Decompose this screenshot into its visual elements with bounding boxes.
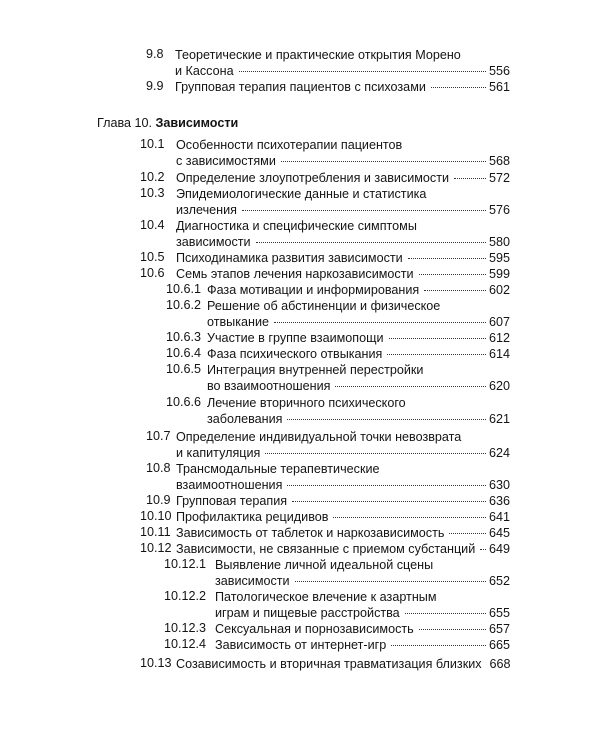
entry-title-line (207, 362, 510, 378)
entry-title-line (207, 378, 510, 394)
entry-number: 10.12.1 (164, 557, 207, 571)
entry-number: 9.9 (146, 79, 164, 93)
page-number: 655 (488, 606, 510, 620)
entry-title-text: Интеграция внутренней перестройки (207, 363, 424, 377)
page-number: 572 (488, 171, 510, 185)
entry-title-line (176, 137, 510, 153)
entry-title-text: Теоретические и практические открытия Морено (175, 48, 461, 62)
dot-leader (287, 485, 486, 486)
entry-number: 10.1 (140, 137, 165, 151)
entry-title-text: Зависимость от интернет-игр (215, 638, 387, 652)
page-number: 614 (488, 347, 510, 361)
page-number: 641 (488, 510, 510, 524)
entry-title-text: Групповая терапия (176, 494, 288, 508)
entry-number: 10.4 (140, 218, 165, 232)
entry-title (175, 79, 510, 95)
entry-title (215, 589, 510, 621)
entry-number: 10.6.1 (166, 282, 202, 296)
entry-title-line (175, 63, 510, 79)
dot-leader (424, 290, 486, 291)
page-number: 636 (488, 494, 510, 508)
entry-title (215, 621, 510, 637)
dot-leader (274, 322, 486, 323)
entry-title-line (215, 605, 510, 621)
page-number: 607 (488, 315, 510, 329)
entry-title-line (176, 266, 510, 282)
page-number: 645 (488, 526, 510, 540)
entry-title (176, 541, 510, 557)
dot-leader (480, 549, 486, 550)
entry-title-text: Зависимость от таблеток и наркозависимость (176, 526, 445, 540)
entry-title-line (176, 525, 510, 541)
entry-title-text: Созависимость и вторичная травматизация близких (176, 657, 482, 671)
entry-title-line (207, 395, 510, 411)
entry-number: 10.9 (146, 493, 171, 507)
page-number: 599 (488, 267, 510, 281)
entry-number: 10.12.2 (164, 589, 207, 603)
dot-leader (292, 501, 486, 502)
entry-title-line (175, 79, 510, 95)
entry-title-text: Профилактика рецидивов (176, 510, 329, 524)
dot-leader (387, 354, 486, 355)
entry-title-line (176, 234, 510, 250)
entry-title-text: взаимоотношения (176, 478, 283, 492)
entry-title (215, 637, 510, 653)
page-number: 668 (489, 657, 511, 671)
entry-number: 10.6.2 (166, 298, 202, 312)
entry-title-line (176, 656, 510, 672)
entry-number: 10.2 (140, 170, 165, 184)
entry-title (176, 656, 510, 672)
page-number: 580 (488, 235, 510, 249)
entry-title (207, 330, 510, 346)
dot-leader (242, 210, 486, 211)
entry-title-line (176, 461, 510, 477)
entry-title-line (176, 170, 510, 186)
entry-number: 10.6 (140, 266, 165, 280)
entry-number: 10.3 (140, 186, 165, 200)
entry-title-line (176, 202, 510, 218)
dot-leader (256, 242, 486, 243)
dot-leader (287, 419, 486, 420)
entry-title-text: Фаза мотивации и информирования (207, 283, 420, 297)
entry-number: 10.12.3 (164, 621, 207, 635)
dot-leader (389, 338, 486, 339)
entry-title-line (176, 186, 510, 202)
entry-number: 10.12 (140, 541, 172, 555)
entry-title-text: Выявление личной идеальной сцены (215, 558, 434, 572)
entry-title (176, 493, 510, 509)
entry-number: 10.5 (140, 250, 165, 264)
entry-title-line (215, 637, 510, 653)
entry-title-text: играм и пищевые расстройства (215, 606, 400, 620)
entry-title (176, 218, 510, 250)
entry-title (176, 186, 510, 218)
entry-title-line (176, 445, 510, 461)
dot-leader (431, 87, 486, 88)
entry-title-line (215, 621, 510, 637)
entry-title-line (176, 477, 510, 493)
entry-title-text: и капитуляция (176, 446, 261, 460)
entry-number: 10.6.5 (166, 362, 202, 376)
dot-leader (281, 161, 486, 162)
dot-leader (449, 533, 486, 534)
entry-title-line (207, 346, 510, 362)
entry-title (207, 362, 510, 394)
entry-number: 10.8 (146, 461, 171, 475)
page-number: 556 (488, 64, 510, 78)
page-number: 612 (488, 331, 510, 345)
entry-title-text: Патологическое влечение к азартным (215, 590, 437, 604)
entry-title-line (215, 557, 510, 573)
entry-title-text: Определение злоупотребления и зависимости (176, 171, 450, 185)
entry-title (207, 395, 510, 427)
entry-title-text: Диагностика и специфические симптомы (176, 219, 417, 233)
entry-number: 9.8 (146, 47, 164, 61)
entry-title (176, 429, 510, 461)
entry-title-line (207, 411, 510, 427)
entry-title-line (207, 298, 510, 314)
entry-title (176, 250, 510, 266)
page-number: 621 (488, 412, 510, 426)
chapter-label: Глава 10. (97, 116, 153, 130)
entry-title-line (176, 541, 510, 557)
entry-title (176, 509, 510, 525)
entry-title-text: Психодинамика развития зависимости (176, 251, 403, 265)
entry-title-text: Сексуальная и порнозависимость (215, 622, 414, 636)
entry-title-text: Особенности психотерапии пациентов (176, 138, 403, 152)
dot-leader (454, 178, 486, 179)
entry-title (176, 461, 510, 493)
entry-title-line (207, 282, 510, 298)
entry-title (176, 266, 510, 282)
entry-title (215, 557, 510, 589)
page-number: 561 (488, 80, 510, 94)
dot-leader (419, 629, 486, 630)
entry-number: 10.7 (146, 429, 171, 443)
entry-number: 10.12.4 (164, 637, 207, 651)
entry-title-line (176, 218, 510, 234)
entry-title (176, 170, 510, 186)
entry-title-text: Лечение вторичного психического (207, 396, 406, 410)
entry-title (176, 137, 510, 169)
page-number: 576 (488, 203, 510, 217)
entry-title-line (176, 153, 510, 169)
entry-title-line (215, 589, 510, 605)
entry-number: 10.6.3 (166, 330, 202, 344)
dot-leader (335, 386, 486, 387)
page-number: 665 (488, 638, 510, 652)
entry-title-text: Фаза психического отвыкания (207, 347, 383, 361)
dot-leader (333, 517, 486, 518)
entry-number: 10.6.6 (166, 395, 202, 409)
entry-title-text: зависимости (215, 574, 290, 588)
dot-leader (391, 645, 486, 646)
entry-title-text: и Кассона (175, 64, 234, 78)
entry-number: 10.6.4 (166, 346, 202, 360)
entry-title-text: Определение индивидуальной точки невозврата (176, 430, 462, 444)
entry-number: 10.13 (140, 656, 172, 670)
page-number: 624 (488, 446, 510, 460)
entry-title-line (176, 509, 510, 525)
dot-leader (239, 71, 486, 72)
entry-title-text: Решение об абстиненции и физическое (207, 299, 441, 313)
dot-leader (419, 274, 486, 275)
page-number: 630 (488, 478, 510, 492)
page-number: 620 (488, 379, 510, 393)
page-number: 652 (488, 574, 510, 588)
entry-title-text: Зависимости, не связанные с приемом субстанций (176, 542, 476, 556)
dot-leader (295, 581, 486, 582)
page-number: 602 (488, 283, 510, 297)
entry-title-text: Участие в группе взаимопощи (207, 331, 384, 345)
entry-title (176, 525, 510, 541)
page-number: 568 (488, 154, 510, 168)
dot-leader (265, 453, 486, 454)
page-number: 649 (488, 542, 510, 556)
entry-title-line (215, 573, 510, 589)
entry-title-line (207, 314, 510, 330)
page-number: 657 (488, 622, 510, 636)
entry-title (175, 47, 510, 79)
chapter-title: Зависимости (155, 116, 239, 130)
entry-title-line (207, 330, 510, 346)
entry-title-text: Групповая терапия пациентов с психозами (175, 80, 426, 94)
dot-leader (405, 613, 486, 614)
chapter-heading (97, 116, 238, 130)
entry-number: 10.11 (140, 525, 171, 539)
entry-title-text: Трансмодальные терапевтические (176, 462, 380, 476)
entry-title-text: отвыкание (207, 315, 270, 329)
dot-leader (408, 258, 486, 259)
entry-title-text: во взаимоотношения (207, 379, 331, 393)
entry-title-line (176, 250, 510, 266)
entry-title-line (176, 493, 510, 509)
entry-number: 10.10 (140, 509, 172, 523)
entry-title-text: Семь этапов лечения наркозависимости (176, 267, 414, 281)
entry-title-text: с зависимостями (176, 154, 276, 168)
entry-title-line (176, 429, 510, 445)
entry-title-line (175, 47, 510, 63)
entry-title (207, 346, 510, 362)
entry-title-text: Эпидемиологические данные и статистика (176, 187, 427, 201)
page-number: 595 (488, 251, 510, 265)
entry-title-text: зависимости (176, 235, 251, 249)
entry-title (207, 298, 510, 330)
entry-title (207, 282, 510, 298)
entry-title-text: заболевания (207, 412, 283, 426)
entry-title-text: излечения (176, 203, 237, 217)
